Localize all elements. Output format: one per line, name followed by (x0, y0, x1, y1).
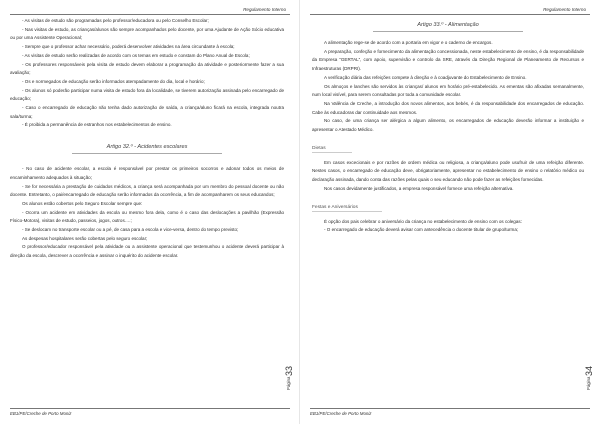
paragraph: No caso, de uma criança ser alérgica a algum alimento, os encarregados de educação deverão informar a instituição e apresentar o Atestado Médico. (312, 118, 584, 133)
paragraph: O professor/educador responsável pela atividade ou a assistente operacional que testemunhou o acidente deverá participar à direção da escola, descrever a ocorrência e assinar o inquérito do acidente escolar. (10, 244, 284, 259)
paragraph: - As visitas de estudo são programadas pelo professor/educadora ou pelo Conselho Escolar; (22, 18, 209, 23)
page-footer: EB1/PE/Creche de Porto Moniz (10, 411, 72, 416)
paragraph: Em casos excecionais e por razões de ordem médica ou religiosa, a criança/aluno pode usufruir de uma refeição diferente. Nestes casos, o encarregado de educação deve, obrigatoriamente, apresentar no estabelecimento de ensino o relatório médico ou declaração assinada, dando conta das razões pelas quais o seu educando não pode fazer as refeições fornecidas. (312, 159, 584, 183)
page-34 (300, 0, 600, 424)
page-label: Página (286, 376, 291, 390)
page-number: 34 (584, 365, 594, 376)
page-label: Página (586, 376, 591, 390)
subsection-title: Festas e Aniversários (312, 205, 382, 212)
paragraph: As despesas hospitalares serão cobertas pelo seguro escolar; (22, 235, 148, 241)
paragraph: - Os e normegados de educação serão informados atempadamente do dia, local e horário; (22, 78, 205, 84)
footer-rule (310, 408, 590, 409)
paragraph: Os alunos estão cobertos pelo Seguro Escolar sempre que: (22, 200, 143, 206)
paragraph: É opção dos pais celebrar o aniversário da criança no estabelecimento de ensino com os colegas: (324, 218, 522, 224)
paragraph: - Nas visitas de estudo, as crianças/alunos são sempre acompanhados pelo docente, por uma Ajudante de Ação Sócio educativa ou por uma Assistente Operacional; (10, 26, 284, 41)
page-header: Regulamento Interno (243, 7, 286, 12)
footer-rule (10, 408, 290, 409)
paragraph: A verificação diária das refeições compete à direção e à coadjuvante do Estabelecimento de Ensino. (324, 74, 527, 80)
page-body (10, 17, 284, 261)
paragraph: - Ocorra um acidente em atividades da escola ou mesmo fora dela, como é o caso das deslocações a pavilhão (Expressão Físico-Motora), visitas de estudo, passeios, jogos, outros….; (10, 209, 284, 224)
paragraph: Na Valência de Creche, a introdução dos novos alimentos, aos bebés, é da responsabilidade dos encarregados de educação. Cabe às educadoras dar continuidade aos mesmos. (312, 100, 584, 115)
paragraph: - Os professores responsáveis pela visita de estudo devem elaborar a programação da atividade e posteriormente fazer a sua avaliação; (10, 61, 284, 76)
paragraph: - No caso de acidente escolar, a escola é responsável por prestar os primeiros socorros e adonar todos os meios de encaminhamento adequados à situação; (10, 166, 284, 180)
page-number: 33 (284, 365, 294, 376)
paragraph: - Os alunos só poderão participar numa visita de estudo fora da localidade, se tiverem autorização assinada pelo encarregado de educação; (10, 87, 284, 102)
header-rule (10, 14, 290, 15)
page-body (312, 22, 584, 235)
paragraph: - Se for necessária a prestação de cuidados médicos, a criança será acompanhada por um membro do pessoal docente ou não docente. Entretanto, o pai/encarregado de educação serão informados da ocorrência, a fim de acompanharem os seus educandos; (10, 183, 284, 198)
section-title: Artigo 32.º - Acidentes escolares (72, 144, 222, 154)
header-rule (310, 14, 590, 15)
paragraph: Nos casos devidamente justificados, a empresa responsável fornece uma refeição alternativa. (324, 185, 514, 191)
paragraph: - O encarregado de educação deverá avisar com antecedência o docente titular de grupo/turma; (324, 227, 519, 233)
paragraph: - É proibida a permanência de estranhos nos estabelecimentos de ensino. (22, 122, 172, 128)
paragraph: - Sempre que o professor achar necessário, poderá desenvolver atividades na área circundante à escola; (22, 44, 235, 50)
paragraph: - Caso o encarregado de educação não tenha dado autorização de saída, a criança/aluno ficará na escola, integrada noutra sala/turma; (10, 105, 284, 119)
section-title: Artigo 33.º - Alimentação (373, 22, 523, 32)
paragraph: Os almoços e lanches são servidos às crianças/ alunos em horário pré-estabelecido. As ementas são afixadas semanalmente, num local visível, para serem consultadas por toda a comunidade escolar. (312, 83, 584, 98)
paragraph: A preparação, confeção e fornecimento da alimentação concessionada, neste estabelecimento de ensino, é da responsabilidade da Empresa “GERTAL”, com apoio, supervisão e controlo da SRE, através da Direção Regional de Planeamento de Recursos e Infraestruturas (DRPRI). (312, 48, 584, 72)
page-header: Regulamento Interno (543, 7, 586, 12)
paragraph: - As visitas de estudo serão realizadas de acordo com os temas em estudo e constam do Plano Anual de Escola; (22, 52, 250, 58)
paragraph: - Se deslocam no transporte escolar ou a pé, de casa para a escola e vice-versa, dentro do tempo previsto; (22, 227, 239, 233)
page-footer: EB1/PE/Creche de Porto Moniz (310, 411, 372, 416)
subsection-title: Dietas (312, 146, 352, 153)
paragraph: A alimentação rege-se de acordo com a portaria em vigor e o caderno de encargos. (324, 40, 493, 45)
